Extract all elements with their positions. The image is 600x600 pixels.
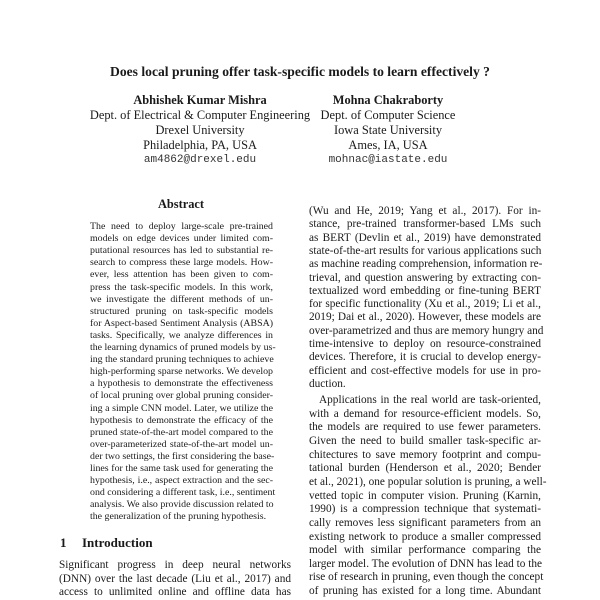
- text-line: cally removes less significant parameters from an: [309, 516, 541, 529]
- text-line: we investigate the different methods of un-: [90, 293, 273, 305]
- text-line: 2019; Dai et al., 2020). However, these models are: [309, 311, 541, 324]
- text-line: the models are required to use fewer parameters.: [309, 421, 541, 434]
- author-name: Mohna Chakraborty: [332, 93, 444, 107]
- text-line: tasks. Specifically, we analyze differences in: [90, 329, 273, 341]
- text-line: the learning dynamics of pruned models by us-: [90, 342, 276, 353]
- text-line: ever, less attention has been given to com-: [90, 269, 273, 281]
- text-line: et al., 2021), one popular solution is pruning, a well-: [309, 475, 547, 488]
- text-line: existing network to produce a smaller compressed: [309, 530, 541, 543]
- text-line: hypothesis, i.e., aspect extraction and the sec-: [90, 475, 273, 487]
- text-line: tational burden (Henderson et al., 2020; Bender: [309, 462, 541, 475]
- text-line: hypothesis to demonstrate the efficacy of the: [90, 414, 273, 426]
- text-line: ing a simple CNN model. Later, we utilize the: [90, 402, 273, 414]
- text-line: access to unlimited online and offline data has: [59, 586, 291, 599]
- paper-title: Does local pruning offer task-specific models to learn effectively ?: [110, 64, 490, 79]
- text-line: high-performing sparse networks. We develop: [90, 366, 273, 378]
- text-line: for specific functionality (Xu et al., 2019; Li et al.,: [309, 298, 541, 311]
- text-line: textualized word embedding or fine-tuning BERT: [309, 284, 541, 297]
- text-line: Applications in the real world are task-oriented,: [319, 394, 541, 406]
- text-line: (DNN) over the last decade (Liu et al., 2017) and: [59, 572, 291, 585]
- text-line: search to compress these large models. How-: [90, 257, 273, 269]
- author-email: am4862@drexel.edu: [143, 154, 257, 166]
- author-university: Drexel University: [155, 123, 245, 137]
- section-number: 1: [60, 535, 67, 550]
- text-line: efficient and cost-effective models for use in pro-: [309, 364, 541, 377]
- text-line: as BERT (Devlin et al., 2019) have demonstrated: [309, 231, 541, 244]
- author-name: Abhishek Kumar Mishra: [133, 93, 267, 107]
- text-line: structured pruning on task-specific models: [90, 305, 273, 317]
- author-email: mohnac@iastate.edu: [328, 154, 448, 166]
- text-line: stance, pre-trained transformer-based LMs such: [309, 218, 541, 231]
- author-dept: Dept. of Electrical & Computer Engineering: [89, 108, 311, 122]
- text-line: ing the standard pruning techniques to achieve: [90, 354, 274, 366]
- text-line: over-parametrized and thus are memory hungry and: [309, 324, 544, 337]
- section-title: Introduction: [82, 535, 153, 550]
- text-line: analysis. We also provide discussion related to: [90, 499, 274, 511]
- text-line: rise of research in pruning, even though the concept: [309, 571, 544, 584]
- section-heading-introduction: [60, 535, 153, 551]
- text-line: with a demand for resource-efficient models. So,: [309, 407, 541, 420]
- text-line: a hypothesis to demonstrate the effectiveness: [90, 378, 273, 390]
- text-line: time-intensive to deploy on resource-constrained: [309, 338, 541, 350]
- text-line: Given the need to build smaller task-specific ar-: [309, 434, 541, 447]
- text-line: der two settings, the first considering the base-: [90, 450, 275, 462]
- text-line: of pruning has existed for a long time. Abundant: [309, 585, 541, 598]
- text-line: duction.: [309, 377, 346, 390]
- text-line: model with similar performance comparing the: [309, 544, 541, 557]
- text-line: state-of-the-art results for various applications such: [309, 244, 542, 257]
- text-line: The need to deploy large-scale pre-trained: [90, 221, 273, 232]
- text-line: 1990) is a compression technique that systemati-: [309, 503, 541, 516]
- text-line: putational resources has led to substantial re-: [90, 245, 273, 257]
- text-line: models on edge devices under limited com-: [90, 233, 273, 245]
- text-line: trieval, and question answering by extracting con-: [309, 271, 541, 284]
- text-line: press the task-specific models. In this work,: [90, 281, 273, 293]
- text-line: (Wu and He, 2019; Yang et al., 2017). For in-: [309, 205, 541, 217]
- text-line: lines for the same task used for generating the: [90, 463, 273, 474]
- text-line: ond considering a different task, i.e., sentiment: [90, 487, 276, 499]
- text-line: for Aspect-based Sentiment Analysis (ABSA): [90, 317, 273, 329]
- author-university: Iowa State University: [333, 123, 443, 137]
- text-line: the generalization of the pruning hypothesis.: [90, 511, 267, 523]
- text-line: pruned state-of-the-art model compared to the: [90, 426, 273, 438]
- author-location: Philadelphia, PA, USA: [143, 138, 257, 152]
- text-line: of local pruning over global pruning consider-: [90, 390, 273, 402]
- author-location: Ames, IA, USA: [348, 138, 428, 152]
- abstract-heading: Abstract: [157, 197, 205, 211]
- text-line: larger model. The evolution of DNN has lead to the: [309, 557, 542, 570]
- text-line: as machine reading comprehension, information re-: [309, 258, 543, 271]
- text-line: chitectures to save memory footprint and compu-: [309, 448, 541, 461]
- text-line: Significant progress in deep neural networks: [59, 559, 291, 571]
- text-line: devices. Therefore, it is crucial to develop energy-: [309, 351, 541, 364]
- text-line: vetted topic in computer vision. Pruning (Karnin,: [309, 489, 541, 502]
- author-dept: Dept. of Computer Science: [320, 108, 456, 122]
- text-line: over-parameterized state-of-the-art model un-: [90, 438, 273, 450]
